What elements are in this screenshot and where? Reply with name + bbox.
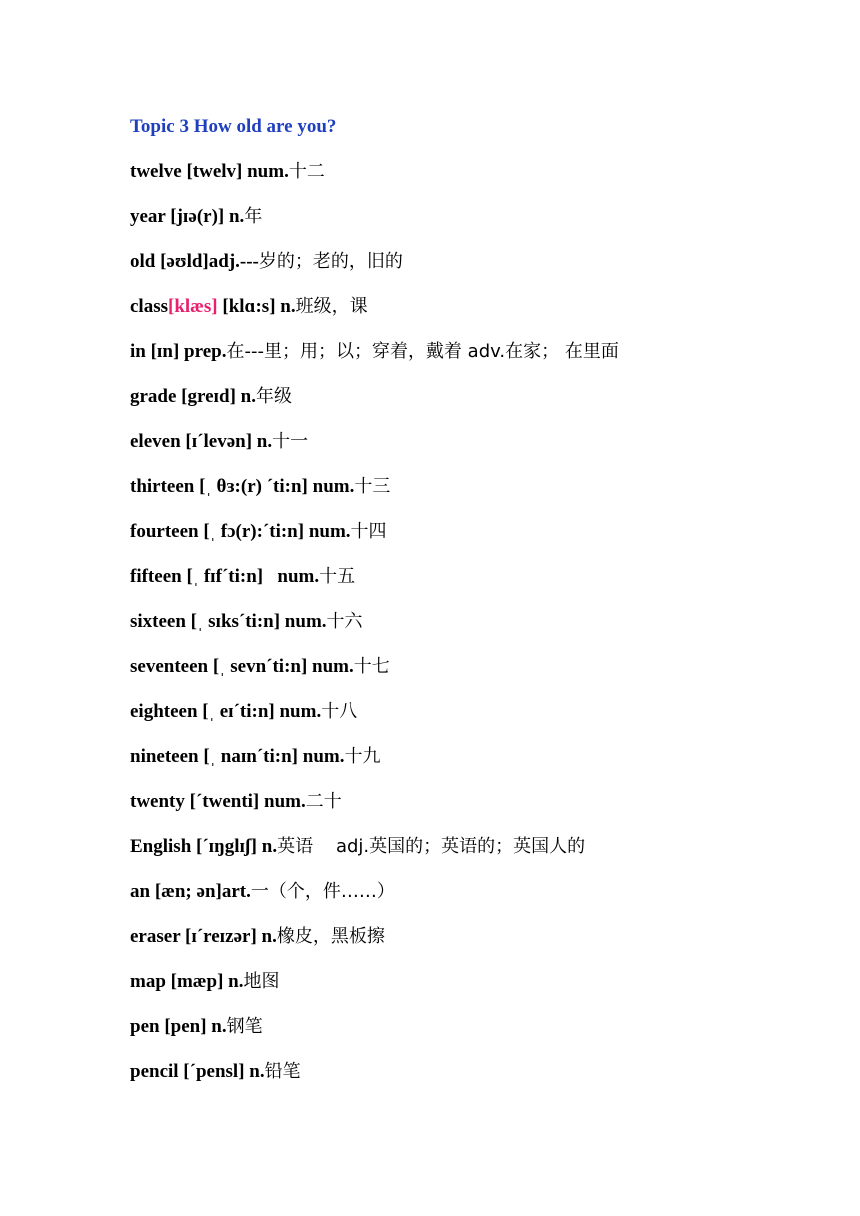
vocab-entry-fifteen [130, 563, 830, 591]
vocab-entry-pen [130, 1013, 830, 1041]
entry-chinese: 十四 [350, 521, 387, 542]
vocab-entry-eighteen [130, 698, 830, 726]
vocab-entry-in [130, 338, 830, 366]
entry-english: pencil [ˊpensl] n. [130, 1061, 265, 1082]
entry-chinese: 年级 [255, 386, 292, 407]
entry-chinese: 十五 [319, 566, 356, 587]
entry-english: English [ˊɪŋglɪʃ] n. [130, 836, 278, 857]
vocab-entry-map [130, 968, 830, 996]
entry-chinese: 英语 adj.英国的；英语的；英国人的 [277, 836, 586, 857]
entry-chinese: 一（个，件……） [250, 881, 395, 902]
entry-english: year [jɪə(r)] n. [130, 206, 245, 227]
entry-chinese: 二十 [305, 791, 342, 812]
vocab-entry-sixteen [130, 608, 830, 636]
entry-english: twenty [ˊtwenti] num. [130, 791, 306, 812]
entry-english: sixteen [ˌ sɪksˊti:n] num. [130, 611, 327, 632]
entry-chinese: 钢笔 [226, 1016, 263, 1037]
entry-chinese: 十九 [344, 746, 381, 767]
entry-english: twelve [twelv] num. [130, 161, 289, 182]
entry-chinese: 十六 [326, 611, 363, 632]
entry-english: eleven [ɪˊlevən] n. [130, 431, 273, 452]
vocab-entry-eraser [130, 923, 830, 951]
entry-english: seventeen [ˌ sevnˊti:n] num. [130, 656, 354, 677]
entry-english-prefix: class [130, 296, 168, 317]
entry-english: grade [greɪd] n. [130, 386, 256, 407]
entry-english: map [mæp] n. [130, 971, 244, 992]
entry-chinese: 十二 [288, 161, 325, 182]
vocab-entry-thirteen [130, 473, 830, 501]
entry-english: in [ɪn] prep. [130, 341, 227, 362]
vocab-entry-english [130, 833, 830, 861]
entry-chinese: 十一 [272, 431, 309, 452]
vocabulary-page [130, 113, 830, 1103]
vocab-entry-nineteen [130, 743, 830, 771]
entry-english: fifteen [ˌ fɪfˊti:n] num. [130, 566, 320, 587]
vocab-entry-twenty [130, 788, 830, 816]
entry-chinese: 在---里；用；以；穿着，戴着 adv.在家； 在里面 [226, 341, 619, 362]
vocab-entry-eleven [130, 428, 830, 456]
page-title: Topic 3 How old are you? [130, 116, 337, 137]
entry-chinese: 铅笔 [264, 1061, 301, 1082]
vocab-entry-seventeen [130, 653, 830, 681]
entry-english: old [əʊld]adj.--- [130, 251, 259, 272]
vocab-entry-fourteen [130, 518, 830, 546]
entry-english: pen [pen] n. [130, 1016, 227, 1037]
entry-chinese: 十三 [354, 476, 391, 497]
entry-chinese: 年 [244, 206, 263, 227]
entry-chinese: 班级，课 [295, 296, 368, 317]
entry-english: an [æn; ən]art. [130, 881, 251, 902]
vocab-entry-pencil [130, 1058, 830, 1086]
entry-chinese: 十七 [353, 656, 390, 677]
entry-english: eighteen [ˌ eɪˊti:n] num. [130, 701, 322, 722]
entry-english: [klɑ:s] n. [217, 296, 296, 317]
entry-chinese: 十八 [321, 701, 358, 722]
highlighted-phonetic: [klæs] [168, 296, 218, 317]
entry-english: thirteen [ˌ θɜ:(r) ˊti:n] num. [130, 476, 355, 497]
vocab-entry-year [130, 203, 830, 231]
entry-english: fourteen [ˌ fɔ(r):ˊti:n] num. [130, 521, 351, 542]
vocab-entry-grade [130, 383, 830, 411]
vocab-entry-class [130, 293, 830, 321]
vocab-entry-old [130, 248, 830, 276]
vocab-entry-twelve [130, 158, 830, 186]
entry-chinese: 岁的；老的，旧的 [258, 251, 403, 272]
entry-english: eraser [ɪˊreɪzər] n. [130, 926, 277, 947]
entry-chinese: 橡皮，黑板擦 [276, 926, 385, 947]
entry-english: nineteen [ˌ naɪnˊti:n] num. [130, 746, 345, 767]
entry-chinese: 地图 [243, 971, 280, 992]
vocab-entry-an [130, 878, 830, 906]
